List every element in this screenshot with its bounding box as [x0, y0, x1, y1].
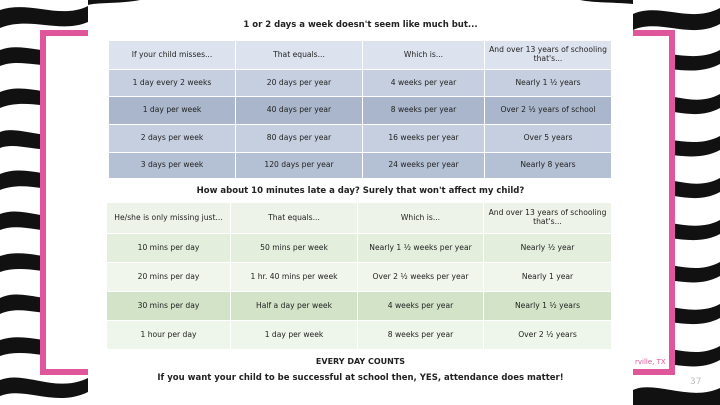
table-cell: Nearly 1 ½ years — [485, 70, 612, 97]
column-header: And over 13 years of schooling that's... — [485, 41, 612, 70]
table-row — [107, 263, 612, 292]
table-cell: 3 days per week — [109, 153, 236, 179]
table-cell: Over 5 years — [485, 125, 612, 153]
table-cell: Nearly 1 ½ years — [484, 292, 612, 321]
table-cell: Nearly 8 years — [485, 153, 612, 179]
table1-heading: 1 or 2 days a week doesn't seem like much but... — [243, 20, 478, 30]
table-cell: 4 weeks per year — [358, 292, 484, 321]
table-cell: Half a day per week — [231, 292, 358, 321]
table-cell: 20 mins per day — [107, 263, 231, 292]
table-row — [109, 125, 612, 153]
table-cell: 24 weeks per year — [363, 153, 485, 179]
late-minutes-table — [106, 202, 612, 350]
table-cell: Nearly 1 ½ weeks per year — [358, 234, 484, 263]
column-header: If your child misses... — [109, 41, 236, 70]
table-cell: Over 2 ½ weeks per year — [358, 263, 484, 292]
table-cell: 40 days per year — [236, 97, 363, 125]
table-cell: 50 mins per week — [231, 234, 358, 263]
table-cell: Over 2 ½ years — [484, 321, 612, 350]
corner-text: rville, TX — [635, 358, 666, 366]
column-header: Which is... — [358, 203, 484, 234]
table-row — [109, 70, 612, 97]
footer-message: If you want your child to be successful at school then, YES, attendance does matter! — [157, 373, 564, 383]
table2-heading: How about 10 minutes late a day? Surely that won't affect my child? — [196, 186, 525, 196]
table-row — [107, 321, 612, 350]
table-cell: 1 day per week — [109, 97, 236, 125]
table-cell: 1 hour per day — [107, 321, 231, 350]
missed-days-table — [108, 40, 612, 179]
table-cell: 120 days per year — [236, 153, 363, 179]
column-header: That equals... — [231, 203, 358, 234]
table-row — [109, 97, 612, 125]
table-cell: 8 weeks per year — [358, 321, 484, 350]
table-cell: 1 hr. 40 mins per week — [231, 263, 358, 292]
slide-number: 37 — [690, 377, 702, 387]
table-cell: 1 day per week — [231, 321, 358, 350]
table-row — [107, 292, 612, 321]
column-header: And over 13 years of schooling that's... — [484, 203, 612, 234]
column-header: Which is... — [363, 41, 485, 70]
table-cell: Nearly 1 year — [484, 263, 612, 292]
table-header-row — [107, 203, 612, 234]
table-cell: 20 days per year — [236, 70, 363, 97]
table-cell: 8 weeks per year — [363, 97, 485, 125]
column-header: He/she is only missing just... — [107, 203, 231, 234]
table-cell: 80 days per year — [236, 125, 363, 153]
table-cell: 4 weeks per year — [363, 70, 485, 97]
column-header: That equals... — [236, 41, 363, 70]
footer-title: EVERY DAY COUNTS — [315, 357, 406, 366]
table-cell: 2 days per week — [109, 125, 236, 153]
table-row — [109, 153, 612, 179]
table-cell: Over 2 ½ years of school — [485, 97, 612, 125]
table-cell: 1 day every 2 weeks — [109, 70, 236, 97]
table-cell: Nearly ½ year — [484, 234, 612, 263]
table-cell: 16 weeks per year — [363, 125, 485, 153]
table-cell: 10 mins per day — [107, 234, 231, 263]
table-header-row — [109, 41, 612, 70]
attendance-document — [88, 6, 633, 405]
table-cell: 30 mins per day — [107, 292, 231, 321]
table-row — [107, 234, 612, 263]
